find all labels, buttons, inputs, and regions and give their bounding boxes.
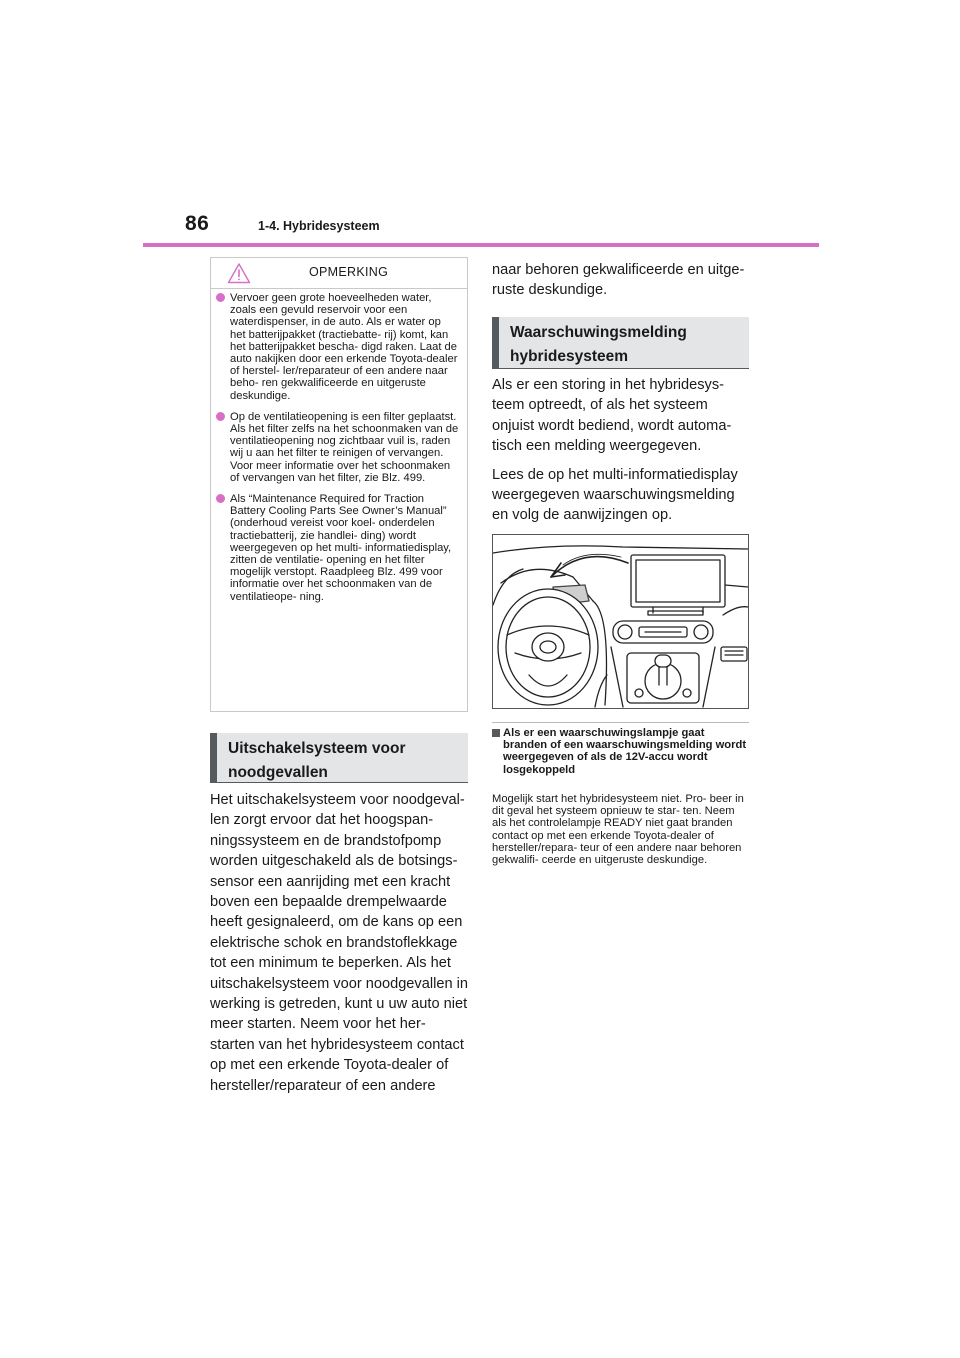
subsection-text: Mogelijk start het hybridesysteem niet. Pro- beer in dit geval het systeem opnieuw te star- ten. Neem als het controlelampje READY niet gaat branden contact op met een erkende Toyota-dealer of hersteller/repara- teur of een andere naar behoren gekwalifi- ceerde en uitgeruste deskundige. — [492, 793, 744, 867]
notice-item — [216, 493, 459, 603]
notice-box — [210, 257, 468, 712]
chapter-title: 1-4. Hybridesysteem — [258, 219, 380, 233]
notice-item-text: Als “Maintenance Required for Traction Battery Cooling Parts See Owner’s Manual” (onderhoud vereist voor koel- onderdelen tractiebatterij, zie handlei- ding) wordt weergegeven op het multi- informatiedisplay, zitten de ventilatie- opening en het filter mogelijk verstopt. Raadpleeg Blz. 499 voor informatie over het schoonmaken van de ventilatieope- ning. — [230, 493, 452, 603]
section-heading-line: Waarschuwingsmelding — [510, 324, 687, 341]
section-heading-emergency-shutoff — [210, 733, 468, 782]
square-bullet-icon — [492, 729, 500, 737]
bullet-icon — [216, 412, 225, 421]
bullet-icon — [216, 293, 225, 302]
notice-list — [211, 289, 467, 603]
section-underline — [492, 368, 749, 369]
section-heading-line: noodgevallen — [228, 764, 328, 781]
section-heading-line: Uitschakelsysteem voor — [228, 740, 406, 757]
emergency-shutoff-body — [210, 790, 468, 1104]
subsection-heading-text: Als er een waarschuwingslampje gaat branden of een waarschuwingsmelding wordt weergegeven of als de 12V-accu wordt losgekoppeld — [503, 727, 747, 776]
section-heading-hybrid-warning — [492, 317, 749, 368]
page-number: 86 — [185, 212, 210, 235]
dashboard-illustration — [492, 534, 749, 709]
header-rule — [143, 243, 819, 247]
paragraph: Het uitschakelsysteem voor noodgeval- len zorgt ervoor dat het hoogspan- ningssysteem en de brandstofpomp worden uitgeschakeld als de botsings- sensor een aanrijding met een kracht boven een bepaalde drempelwaarde heeft gesignaleerd, om de kans op een elektrische schok en brandstoflekkage tot een minimum te beperken. Als het uitschakelsysteem voor noodgevallen in werking is getreden, kunt u uw auto niet meer starten. Neem voor het her- starten van het hybridesysteem contact op met een erkende Toyota-dealer of hersteller/reparateur of een andere — [210, 792, 468, 1094]
paragraph: Lees de op het multi-informatiedisplay weergegeven waarschuwingsmelding en volg de aanwijzingen op. — [492, 466, 738, 524]
notice-header — [211, 258, 467, 289]
notice-title: OPMERKING — [309, 265, 389, 279]
dashboard-drawing — [493, 535, 748, 708]
paragraph: naar behoren gekwalificeerde en uitge- ruste deskundige. — [492, 262, 745, 299]
bullet-icon — [216, 494, 225, 503]
notice-item — [216, 292, 459, 402]
warning-icon — [227, 262, 251, 284]
notice-item-text: Op de ventilatieopening is een filter geplaatst. Als het filter zelfs na het schoonmaken van de ventilatieopening nog zichtbaar vuil is, raden wij u aan het filter te reinigen of vervangen. Voor meer informatie over het schoonmaken of vervangen van het filter, zie Blz. 499. — [230, 410, 459, 484]
notice-item — [216, 411, 459, 484]
continuation-text — [492, 260, 749, 309]
notice-item-text: Vervoer geen grote hoeveelheden water, zoals een gevuld reservoir voor een waterdispenser, in de auto. Als er water op het batterijpakket (tractiebatte- rij) komt, kan het batterijpakket bescha- digd raken. Laat de auto nakijken door een erkende Toyota-dealer of herstel- ler/reparateur of een andere naar beho- ren gekwalificeerde en uitgeruste deskundige. — [230, 292, 458, 402]
hybrid-warning-body — [492, 375, 749, 534]
section-heading-line: hybridesysteem — [510, 348, 629, 365]
subsection-heading — [492, 727, 749, 776]
section-underline — [210, 782, 468, 783]
paragraph: Als er een storing in het hybridesys- teem optreedt, of als het systeem onjuist wordt bediend, wordt automa- tisch een melding weergegeven. — [492, 377, 732, 455]
subsection-rule — [492, 722, 749, 723]
